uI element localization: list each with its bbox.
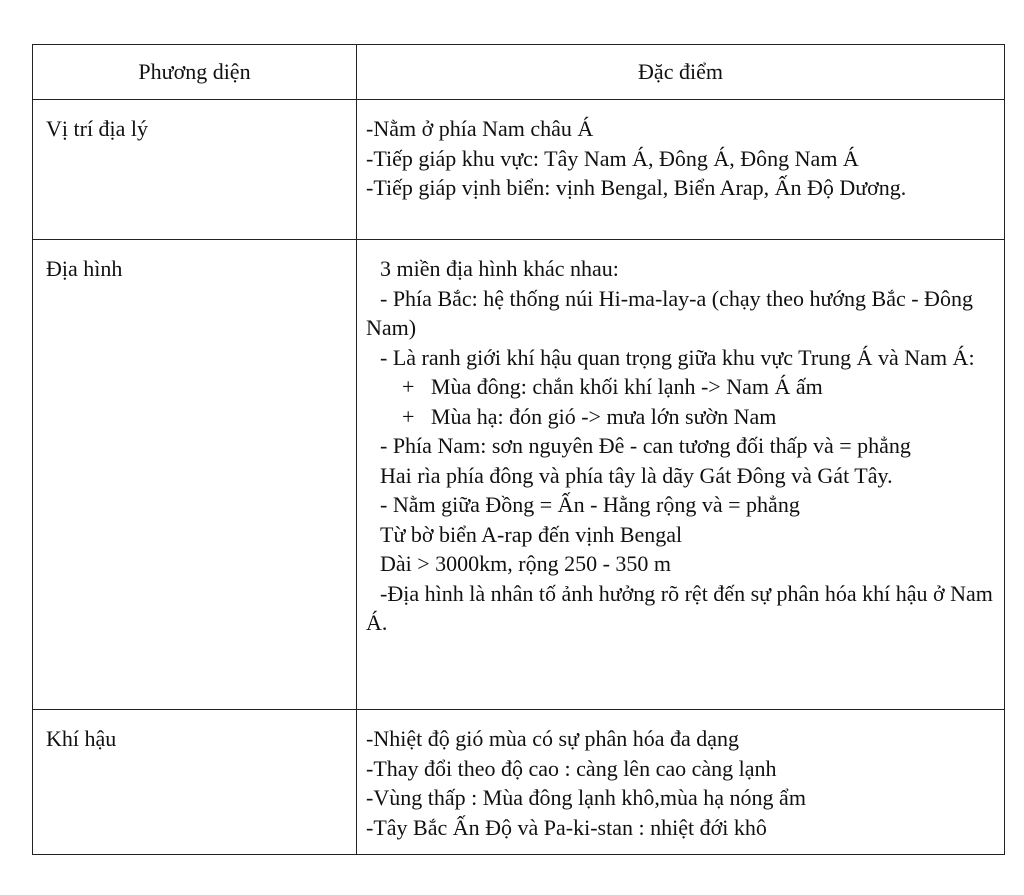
- feature-line: Hai rìa phía đông và phía tây là dãy Gát Đông và Gát Tây.: [380, 462, 893, 488]
- feature-line: -Địa hình là nhân tố ảnh hưởng rõ rệt đến sự phân hóa khí hậu ở Nam Á.: [366, 580, 993, 635]
- feature-line: + Mùa hạ: đón gió -> mưa lớn sườn Nam: [402, 403, 777, 429]
- feature-line: Dài > 3000km, rộng 250 - 350 m: [380, 551, 672, 576]
- feature-line: - Phía Nam: sơn nguyên Đê - can tương đối thấp và = phẳng: [380, 433, 911, 458]
- cell-feature-climate: [357, 710, 1005, 855]
- feature-line: - Là ranh giới khí hậu quan trọng giữa khu vực Trung Á và Nam Á:: [380, 344, 975, 370]
- table-row-terrain: [33, 240, 1005, 710]
- header-aspect: Phương diện: [33, 45, 357, 100]
- table-header-row: [33, 45, 1005, 100]
- feature-line: - Phía Bắc: hệ thống núi Hi-ma-lay-a (chạy theo hướng Bắc - Đông Nam): [366, 285, 973, 340]
- table-row-location: [33, 100, 1005, 240]
- feature-line: -Tây Bắc Ấn Độ và Pa-ki-stan : nhiệt đới khô: [366, 814, 767, 840]
- feature-line: -Nằm ở phía Nam châu Á: [366, 116, 594, 141]
- cell-feature-location: [357, 100, 1005, 240]
- feature-line: + Mùa đông: chắn khối khí lạnh -> Nam Á ấm: [402, 374, 823, 399]
- feature-line: -Nhiệt độ gió mùa có sự phân hóa đa dạng: [366, 726, 740, 751]
- feature-line: -Tiếp giáp khu vực: Tây Nam Á, Đông Á, Đông Nam Á: [366, 145, 859, 171]
- cell-aspect-location: Vị trí địa lý: [33, 100, 357, 240]
- cell-aspect-climate: Khí hậu: [33, 710, 357, 855]
- feature-line: -Vùng thấp : Mùa đông lạnh khô,mùa hạ nóng ẩm: [366, 785, 806, 810]
- feature-line: Từ bờ biển A-rap đến vịnh Bengal: [380, 521, 683, 547]
- table-row-climate: [33, 710, 1005, 855]
- cell-feature-terrain: [357, 240, 1005, 710]
- feature-line: -Thay đổi theo độ cao : càng lên cao càng lạnh: [366, 755, 777, 781]
- feature-line: - Nằm giữa Đồng = Ấn - Hằng rộng và = phẳng: [380, 492, 800, 517]
- comparison-table: [32, 44, 1005, 855]
- cell-aspect-terrain: Địa hình: [33, 240, 357, 710]
- feature-line: 3 miền địa hình khác nhau:: [380, 256, 619, 281]
- feature-line: -Tiếp giáp vịnh biển: vịnh Bengal, Biển Arap, Ấn Độ Dương.: [366, 175, 907, 200]
- header-feature: Đặc điểm: [357, 45, 1005, 100]
